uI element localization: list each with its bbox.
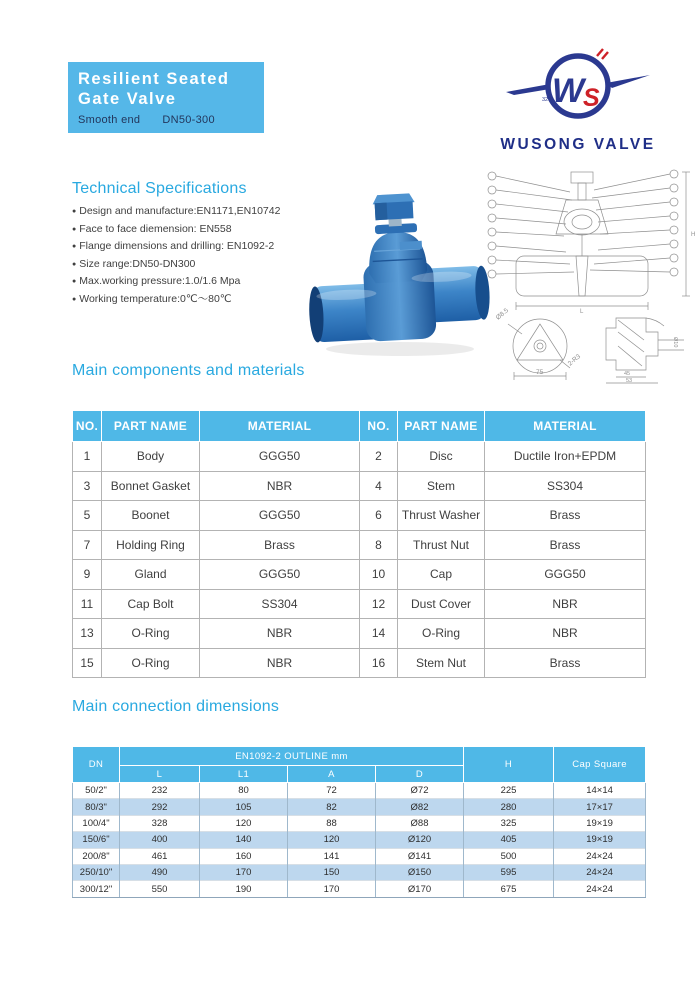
table-cell: 10 — [360, 560, 398, 590]
technical-drawing — [478, 164, 696, 384]
table-cell: 280 — [464, 799, 554, 815]
table-cell: Ø72 — [376, 783, 464, 799]
table-cell: 14 — [360, 619, 398, 649]
spec-item: ● Size range:DN50-DN300 — [72, 256, 322, 274]
dimensions-table — [72, 746, 646, 898]
table-cell: GGG50 — [200, 560, 360, 590]
components-section-title: Main components and materials — [72, 362, 305, 379]
table-row — [73, 848, 646, 864]
logo-monogram-w: W — [552, 72, 585, 110]
hole-label: Ø10 — [672, 337, 678, 348]
table-cell: 550 — [120, 881, 200, 897]
end-type-label: Smooth end — [78, 114, 141, 126]
table-cell: NBR — [485, 589, 646, 619]
table-cell: 14×14 — [554, 783, 646, 799]
table-cell: 250/10" — [73, 864, 120, 880]
spec-item: ● Max.working pressure:1.0/1.6 Mpa — [72, 273, 322, 291]
table-cell: 9 — [73, 560, 102, 590]
table-cell: 5 — [73, 501, 102, 531]
table-cell: 500 — [464, 848, 554, 864]
table-row — [73, 783, 646, 799]
col-header-no: NO. — [360, 411, 398, 442]
dia-label: Ø8.5 — [494, 307, 511, 322]
table-cell: 300/12" — [73, 881, 120, 897]
table-cell: Brass — [200, 530, 360, 560]
table-cell: Brass — [485, 530, 646, 560]
table-cell: NBR — [200, 619, 360, 649]
table-cell: 325 — [464, 815, 554, 831]
table-cell: Thrust Nut — [398, 530, 485, 560]
table-cell: Body — [102, 442, 200, 472]
table-cell: Ø170 — [376, 881, 464, 897]
width-label: 75 — [536, 369, 544, 376]
table-cell: 2 — [360, 442, 398, 472]
spec-item: ● Flange dimensions and drilling: EN1092-2 — [72, 238, 322, 256]
gate-valve-photo-icon — [306, 186, 494, 360]
table-row — [73, 648, 646, 678]
col-header-dn: DN — [73, 747, 120, 783]
table-cell: Holding Ring — [102, 530, 200, 560]
table-cell: 80 — [200, 783, 288, 799]
table-cell: Disc — [398, 442, 485, 472]
table-row — [73, 530, 646, 560]
specs-section-title: Technical Specifications — [72, 180, 247, 197]
table-row — [73, 799, 646, 815]
table-cell: SS304 — [485, 471, 646, 501]
col-header-material: MATERIAL — [485, 411, 646, 442]
col-header-l: L — [120, 766, 200, 783]
col-header-part: PART NAME — [102, 411, 200, 442]
table-cell: 140 — [200, 832, 288, 848]
table-cell: Brass — [485, 648, 646, 678]
size-range-label: DN50-300 — [162, 114, 215, 126]
logo-wordmark: WUSONG VALVE — [500, 136, 656, 153]
table-cell: Ø120 — [376, 832, 464, 848]
table-row — [73, 619, 646, 649]
table-cell: 232 — [120, 783, 200, 799]
table-row — [73, 881, 646, 897]
table-cell: 400 — [120, 832, 200, 848]
col-header-a: A — [288, 766, 376, 783]
table-cell: 150/6" — [73, 832, 120, 848]
group-header-outline: EN1092-2 OUTLINE mm — [120, 747, 464, 766]
table-cell: NBR — [200, 648, 360, 678]
table-cell: NBR — [485, 619, 646, 649]
table-cell: 328 — [120, 815, 200, 831]
dimensions-section-title: Main connection dimensions — [72, 698, 280, 715]
col-header-d: D — [376, 766, 464, 783]
table-cell: 8 — [360, 530, 398, 560]
table-row — [73, 442, 646, 472]
table-cell: Ø150 — [376, 864, 464, 880]
table-cell: 141 — [288, 848, 376, 864]
table-cell: 19×19 — [554, 815, 646, 831]
table-row — [73, 471, 646, 501]
logo-monogram-s: S — [583, 84, 600, 112]
table-cell: O-Ring — [102, 648, 200, 678]
col-header-material: MATERIAL — [200, 411, 360, 442]
table-row — [73, 832, 646, 848]
table-cell: NBR — [200, 471, 360, 501]
table-cell: Stem — [398, 471, 485, 501]
table-cell: 4 — [360, 471, 398, 501]
table-cell: GGG50 — [200, 501, 360, 531]
spec-list — [72, 203, 322, 308]
table-cell: 15 — [73, 648, 102, 678]
table-cell: 88 — [288, 815, 376, 831]
table-cell: O-Ring — [102, 619, 200, 649]
table-cell: 82 — [288, 799, 376, 815]
table-cell: 461 — [120, 848, 200, 864]
table-cell: 170 — [288, 881, 376, 897]
table-cell: 675 — [464, 881, 554, 897]
radius-label: 2-R3 — [566, 353, 583, 368]
table-cell: 1 — [73, 442, 102, 472]
table-cell: 24×24 — [554, 881, 646, 897]
valve-product-photo — [306, 186, 494, 360]
table-cell: 120 — [200, 815, 288, 831]
wusong-logo-icon — [500, 42, 660, 160]
table-cell: 190 — [200, 881, 288, 897]
table-cell: Ø82 — [376, 799, 464, 815]
spec-item: ● Face to face diemension: EN558 — [72, 221, 322, 239]
table-cell: 11 — [73, 589, 102, 619]
table-cell: Thrust Washer — [398, 501, 485, 531]
col-header-h: H — [464, 747, 554, 783]
table-cell: Bonnet Gasket — [102, 471, 200, 501]
table-cell: Brass — [485, 501, 646, 531]
table-cell: 7 — [73, 530, 102, 560]
table-cell: 595 — [464, 864, 554, 880]
product-title-line2: Gate Valve — [78, 90, 177, 108]
cap-inner-label: 45 — [624, 371, 631, 377]
cap-width-label: 53 — [626, 378, 633, 384]
table-cell: 120 — [288, 832, 376, 848]
table-cell: 160 — [200, 848, 288, 864]
table-cell: 80/3" — [73, 799, 120, 815]
product-subtitle — [78, 114, 254, 126]
svg-text:H: H — [691, 232, 696, 238]
table-row — [73, 589, 646, 619]
valve-section-drawing-icon — [478, 164, 696, 384]
table-cell: Ø141 — [376, 848, 464, 864]
col-header-no: NO. — [73, 411, 102, 442]
table-cell: O-Ring — [398, 619, 485, 649]
table-cell: 24×24 — [554, 864, 646, 880]
table-cell: 405 — [464, 832, 554, 848]
table-cell: 50/2" — [73, 783, 120, 799]
table-cell: 105 — [200, 799, 288, 815]
table-cell: 72 — [288, 783, 376, 799]
table-cell: Cap — [398, 560, 485, 590]
table-cell: 100/4" — [73, 815, 120, 831]
table-cell: GGG50 — [200, 442, 360, 472]
company-logo — [500, 42, 660, 160]
table-row — [73, 501, 646, 531]
table-row — [73, 815, 646, 831]
table-row — [73, 864, 646, 880]
components-table — [72, 410, 646, 678]
table-cell: 12 — [360, 589, 398, 619]
table-cell: 16 — [360, 648, 398, 678]
table-cell: 200/8" — [73, 848, 120, 864]
table-cell: 150 — [288, 864, 376, 880]
table-cell: Boonet — [102, 501, 200, 531]
table-cell: Ductile Iron+EPDM — [485, 442, 646, 472]
spec-item: ● Working temperature:0℃～80℃ — [72, 291, 322, 309]
col-header-part: PART NAME — [398, 411, 485, 442]
table-cell: Dust Cover — [398, 589, 485, 619]
product-title-block — [68, 62, 264, 133]
table-cell: GGG50 — [485, 560, 646, 590]
table-cell: Ø88 — [376, 815, 464, 831]
table-cell: 225 — [464, 783, 554, 799]
svg-text:L: L — [580, 309, 584, 315]
table-cell: 13 — [73, 619, 102, 649]
table-cell: 3 — [73, 471, 102, 501]
table-cell: 170 — [200, 864, 288, 880]
table-row — [73, 560, 646, 590]
product-title-line1: Resilient Seated — [78, 70, 230, 88]
table-cell: 24×24 — [554, 848, 646, 864]
table-cell: 292 — [120, 799, 200, 815]
table-cell: 17×17 — [554, 799, 646, 815]
table-cell: SS304 — [200, 589, 360, 619]
table-cell: Gland — [102, 560, 200, 590]
logo-small-number: 325 — [542, 97, 552, 103]
col-header-cap-square: Cap Square — [554, 747, 646, 783]
table-cell: 19×19 — [554, 832, 646, 848]
table-cell: 6 — [360, 501, 398, 531]
spec-item: ● Design and manufacture:EN1171,EN10742 — [72, 203, 322, 221]
table-cell: Cap Bolt — [102, 589, 200, 619]
col-header-l1: L1 — [200, 766, 288, 783]
table-cell: Stem Nut — [398, 648, 485, 678]
table-cell: 490 — [120, 864, 200, 880]
